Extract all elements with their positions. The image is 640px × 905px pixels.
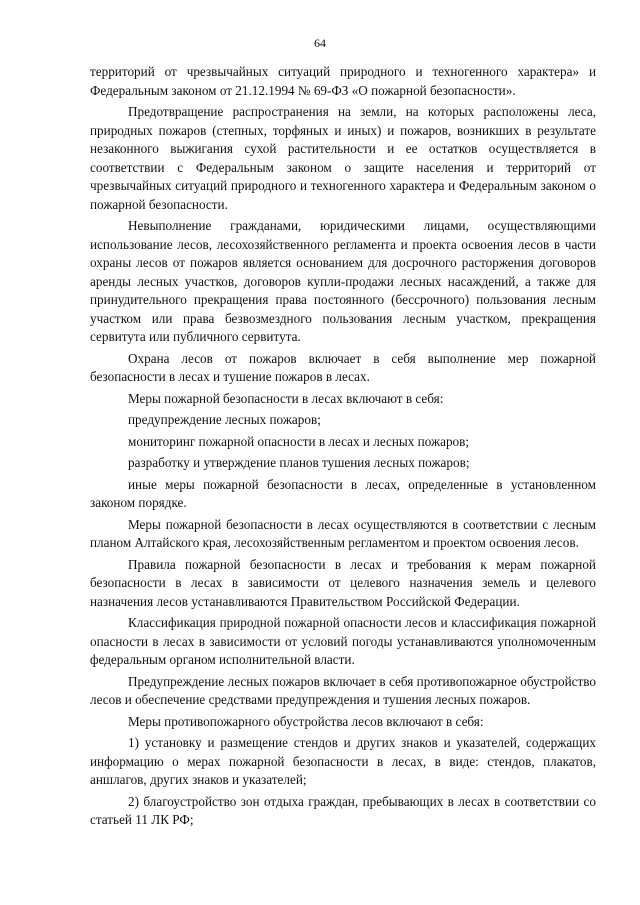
- paragraph: Меры пожарной безопасности в лесах включают в себя:: [128, 390, 444, 406]
- paragraph: территорий от чрезвычайных ситуаций природного и техногенного характера» и Федеральным законом от 21.12.1994 № 69-ФЗ «О пожарной безопасности».: [90, 64, 596, 98]
- list-item: 2) благоустройство зон отдыха граждан, пребывающих в лесах в соответствии со статьей 11 ЛК РФ;: [90, 793, 596, 827]
- paragraph: Предотвращение распространения на земли, на которых расположены леса, природных пожаров (степных, торфяных и иных) и пожаров, возникших в результате незаконного выжигания сухой растительности и ее остатков осуществляется в соответствии с Федеральным законом о защите населения и территорий от чрезвычайных ситуаций природного и техногенного характера и Федеральным законом о пожарной безопасности.: [90, 104, 596, 212]
- paragraph: Охрана лесов от пожаров включает в себя выполнение мер пожарной безопасности в лесах и тушение пожаров в лесах.: [90, 350, 596, 384]
- paragraph: Меры противопожарного обустройства лесов включают в себя:: [128, 713, 484, 729]
- document-body: [90, 63, 596, 830]
- paragraph: Классификация природной пожарной опасности лесов и классификация пожарной опасности в лесах в зависимости от условий погоды устанавливаются уполномоченным федеральным органом исполнительной власти.: [90, 615, 596, 667]
- paragraph: Невыполнение гражданами, юридическими лицами, осуществляющими использование лесов, лесохозяйственного регламента и проекта освоения лесов в части охраны лесов от пожаров является основанием для досрочного расторжения договоров аренды лесных участков, договоров купли-продажи лесных насаждений, а также для принудительного прекращения права постоянного (бессрочного) пользования лесным участком или права безвозмездного пользования лесным участком, прекращения сервитута или публичного сервитута.: [90, 218, 596, 344]
- list-item: 1) установку и размещение стендов и других знаков и указателей, содержащих информацию о мерах пожарной безопасности в лесах, в виде: стендов, плакатов, аншлагов, других знаков и указателей;: [90, 735, 596, 787]
- page-number: 64: [314, 36, 326, 50]
- list-item: иные меры пожарной безопасности в лесах, определенные в установленном законом порядке.: [90, 476, 596, 510]
- list-item: мониторинг пожарной опасности в лесах и лесных пожаров;: [128, 433, 470, 449]
- list-item: разработку и утверждение планов тушения лесных пожаров;: [128, 455, 470, 470]
- paragraph: Меры пожарной безопасности в лесах осуществляются в соответствии с лесным планом Алтайского края, лесохозяйственным регламентом и проектом освоения лесов.: [90, 516, 596, 550]
- list-item: предупреждение лесных пожаров;: [128, 412, 321, 427]
- paragraph: Предупреждение лесных пожаров включает в себя противопожарное обустройство лесов и обеспечение средствами предупреждения и тушения лесных пожаров.: [90, 673, 596, 707]
- paragraph: Правила пожарной безопасности в лесах и требования к мерам пожарной безопасности в лесах в зависимости от целевого назначения земель и целевого назначения лесов устанавливаются Правительством Российской Федерации.: [90, 556, 596, 609]
